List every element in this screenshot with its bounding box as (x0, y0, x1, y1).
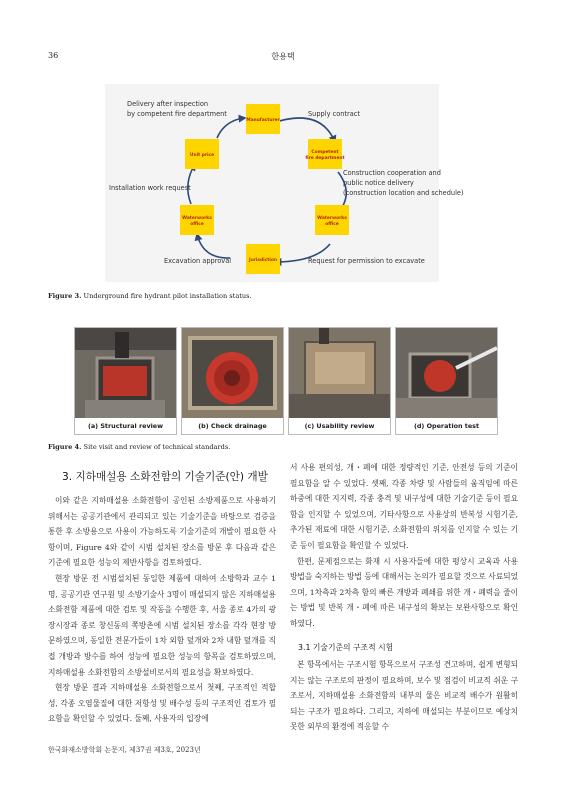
left-paragraph-3: 현장 방문 결과 지하매설용 소화전함으로서 첫째, 구조적인 적합성, 각종 오염물질에 대한 저항성 및 배수성 등의 구조적인 검토가 필요함을 확인할 수 있었다. 둘째, 사용자의 입장에 (48, 683, 276, 724)
photo-structural-review (74, 327, 177, 435)
svg-text:fire department: fire department (305, 156, 345, 161)
photo-label-d: (d) Operation test (396, 418, 497, 434)
page-number: 36 (48, 51, 59, 60)
svg-text:Competent: Competent (311, 150, 339, 155)
subsection-3-1-title: 3.1 기술기준의 구조적 시험 (298, 643, 394, 652)
left-paragraph-2: 현장 방문 전 시범설치된 동일한 제품에 대하여 소방학과 교수 1명, 공공기관 연구원 및 소방기술사 3명이 매설되지 않은 지하매설용 소화전함 제품에 대한 검토 및 작동을 수행한 후, 서울 종로 4가의 광장시장과 종로 창신동의 쪽방촌에 시범 설치된 장소를 각각 현장 방문하였으며, 동일한 전문가들이 1차 외함 덮개와 2차 내함 덮개를 직접 개방과 방수를 하여 성능에 필요한 성능의 항목을 검토하였으며, 지하매설용 소화전함의 소방설비로서의 필요성을 확보하였다. (48, 573, 276, 677)
node-unit-price (185, 139, 219, 169)
node-jurisdiction (246, 244, 280, 274)
figure-3-svg (105, 84, 464, 282)
arrow-delivery (217, 118, 245, 138)
label-request: Request for permission to excavate (308, 257, 425, 265)
node-waterworks-office-right (315, 205, 349, 235)
label-delivery-1: Delivery after inspection (127, 100, 209, 108)
right-paragraph-3: 본 항목에서는 구조시험 항목으로서 구조성 견고하며, 쉽게 변형되지는 않는 구조로의 판정이 필요하며, 보수 및 점검이 비교적 쉬운 구조로서, 지하매설용 소화전함의 내부의 물은 비교적 배수가 원활히 되는 구조가 필요하다. 그리고, 지하에 매설되는 부분이므로 예상치 못한 외부의 환경에 적응할 수 (290, 660, 518, 732)
node-competent-fire-department (305, 139, 344, 169)
left-paragraph-1: 이와 같은 지하매설용 소화전함이 공인된 소방제품으로 사용하기 위해서는 공공기관에서 관리되고 있는 기술기준을 바탕으로 검증을 통한 후 소방용으로 사용이 가능하도록 기술기준의 개발이 필요한 사항이며, Figure 4와 같이 시범 설치된 장소를 방문 후 다음과 같은 기준에 필요한 성능의 제반사항을 검토하였다. (48, 496, 276, 568)
label-construction-1: Construction cooperation and (343, 169, 441, 177)
right-column-top (290, 460, 518, 632)
svg-text:Waterworks: Waterworks (317, 216, 347, 221)
right-column-bottom (290, 657, 518, 735)
svg-text:Jurisdiction: Jurisdiction (248, 258, 278, 263)
svg-text:Unit price: Unit price (189, 153, 215, 158)
arrow-excavation (197, 234, 230, 258)
right-paragraph-2: 한편, 문제점으로는 화재 시 사용자들에 대한 평상시 교육과 사용방법을 숙지하는 방법 등에 대해서는 논의가 필요할 것으로 사료되었으며, 1차측과 2차측 함의 빠른 개방과 폐쇄를 위한 개・폐력을 줄이는 방법 및 반복 개・폐에 따른 내구성의 확보는 보완사항으로 확인하였다. (290, 556, 518, 628)
photo-label-c: (c) Usability review (289, 418, 390, 434)
photo-check-drainage (181, 327, 284, 435)
journal-footer: 한국화재소방학회 논문지, 제37권 제3호, 2023년 (48, 746, 201, 754)
svg-text:Manufacturer: Manufacturer (246, 118, 280, 123)
label-construction-3: (construction location and schedule) (343, 189, 464, 197)
svg-text:Waterworks: Waterworks (182, 216, 212, 221)
figure-4-caption: Figure 4. Site visit and review of technical standards. (48, 443, 231, 451)
left-column (48, 493, 276, 727)
figure-3-caption: Figure 3. Underground fire hydrant pilot installation status. (48, 292, 252, 300)
photo-label-b: (b) Check drainage (182, 418, 283, 434)
label-supply: Supply contract (308, 110, 360, 118)
node-waterworks-office-left (180, 205, 214, 235)
svg-text:office: office (190, 222, 204, 227)
section-3-title: 3. 지하매설용 소화전함의 기술기준(안) 개발 (62, 471, 268, 483)
svg-text:office: office (325, 222, 339, 227)
photo-operation-test (395, 327, 498, 435)
right-paragraph-1: 서 사용 편의성, 개・폐에 대한 정량적인 기준, 안전성 등의 기준이 필요함을 알 수 있었다. 셋째, 각종 차량 및 사람들의 움직임에 따른 하중에 대한 지지력, 각종 충격 및 내구성에 대한 기술기준 등이 필요함을 인지할 수 있었으며, 기타사항으로 사용상의 반복성 시험기준, 추가된 재료에 대한 시험기준, 소화전함의 위치를 인지할 수 있는 기준 등이 필요함을 확인할 수 있었다. (290, 463, 518, 550)
node-manufacturer (246, 104, 281, 134)
photo-label-a: (a) Structural review (75, 418, 176, 434)
figure-3-diagram (105, 84, 464, 282)
label-excavation: Excavation approval (164, 257, 232, 265)
label-installation: Installation work request (109, 184, 191, 192)
figure-4-photos (74, 327, 499, 435)
label-delivery-2: by competent fire department (127, 110, 227, 118)
running-author: 한용택 (271, 52, 295, 61)
photo-usability-review (288, 327, 391, 435)
label-construction-2: public notice delivery (343, 179, 414, 187)
page-header (0, 51, 566, 65)
